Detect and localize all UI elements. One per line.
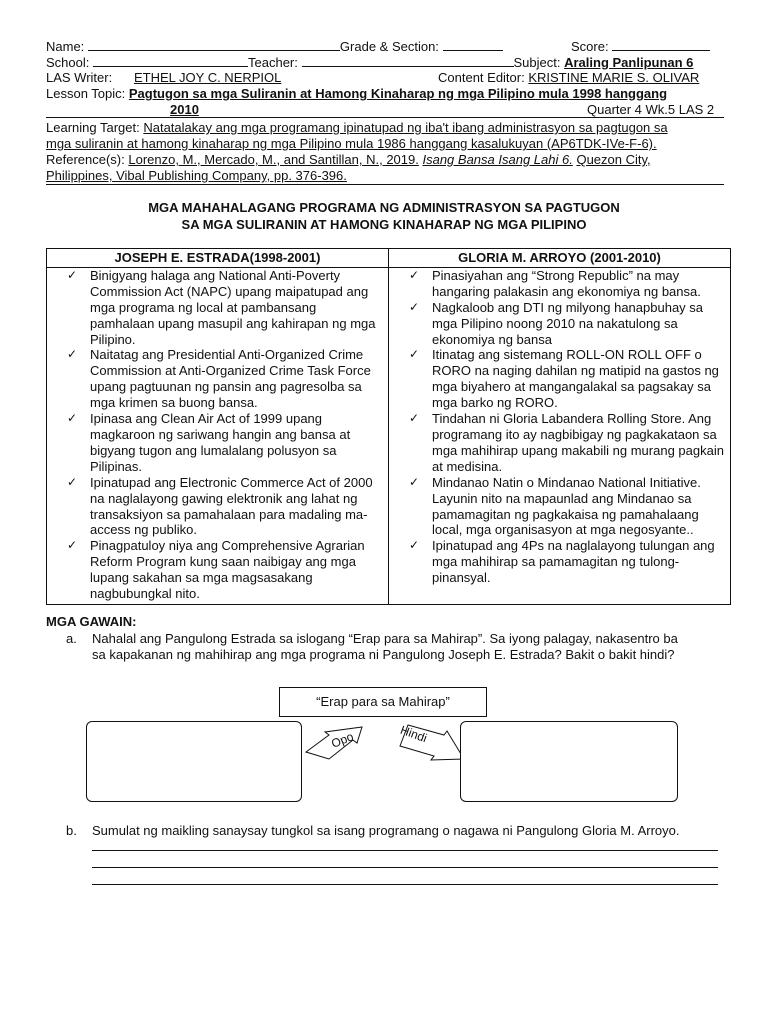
writer-row xyxy=(46,70,112,86)
topic-line2: 2010 xyxy=(170,102,199,117)
check-icon: ✓ xyxy=(67,538,78,553)
table-row xyxy=(47,267,731,604)
editor-row xyxy=(438,70,699,86)
answer-line-1[interactable] xyxy=(92,850,718,851)
quarter-label: Quarter 4 Wk.5 LAS 2 xyxy=(587,102,715,117)
topic-label: Lesson Topic: xyxy=(46,86,126,101)
divider-top xyxy=(46,117,724,118)
teacher-field[interactable] xyxy=(302,54,514,67)
check-icon: ✓ xyxy=(409,474,420,489)
divider-bottom xyxy=(46,184,724,185)
item-a-line1: Nahalal ang Pangulong Estrada sa islogang “Erap para sa Mahirap”. Sa iyong palagay, nakasentro ba xyxy=(92,631,678,646)
writer-value-wrap xyxy=(134,70,281,86)
opo-hindi-arrows xyxy=(296,715,472,775)
check-icon: ✓ xyxy=(67,267,78,282)
topic-row xyxy=(46,86,667,102)
reference-line2: Philippines, Vibal Publishing Company, pp. 376-396. xyxy=(46,168,347,183)
estrada-list xyxy=(51,268,384,602)
target-label: Learning Target: xyxy=(46,120,140,135)
list-item: ✓ Pinagpatuloy niya ang Comprehensive Agrarian Reform Program kung saan naibigay ang mga lupang sakahan sa mga magsasakang nagbubungkal nito. xyxy=(67,538,365,602)
arroyo-header: GLORIA M. ARROYO (2001-2010) xyxy=(389,249,731,268)
arroyo-column xyxy=(389,267,731,604)
score-label: Score: xyxy=(571,39,609,54)
hindi-label: Hindi xyxy=(398,722,429,746)
editor-value: KRISTINE MARIE S. OLIVAR xyxy=(528,70,700,85)
subject-value: Araling Panlipunan 6 xyxy=(564,55,694,70)
item-a-letter: a. xyxy=(66,631,77,646)
topic-line1: Pagtugon sa mga Suliranin at Hamong Kinaharap ng mga Pilipino mula 1998 hanggang xyxy=(128,86,668,101)
list-item: ✓ Naitatag ang Presidential Anti-Organized Crime Commission at Anti-Organized Crime Task Force upang pagtuunan ng pansin ang pagresolba sa mga krimen sa buong bansa. xyxy=(67,347,371,411)
topic-line2-wrap xyxy=(170,102,199,118)
table-header-row xyxy=(47,249,731,268)
subject-label: Subject: xyxy=(513,55,561,70)
name-label: Name: xyxy=(46,39,85,54)
list-item: ✓ Binigyang halaga ang National Anti-Poverty Commission Act (NAPC) upang maipatupad ang mga programa ng local at pambansang pamhalaan upang masupil ang kahirapan ng mga Pilipino. xyxy=(67,267,376,347)
grade-field[interactable] xyxy=(443,38,503,51)
target-row-2 xyxy=(46,136,657,152)
writer-value: ETHEL JOY C. NERPIOL xyxy=(134,70,282,85)
reference-authors: Lorenzo, M., Mercado, M., and Santillan, N., 2019. xyxy=(128,152,419,167)
target-line1: Natatalakay ang mga programang ipinatupad ng iba't ibang administrasyon sa pagtugon sa xyxy=(143,120,668,135)
target-line2: mga suliranin at hamong kinaharap ng mga Pilipino mula 1986 hanggang kasalukuyan (AP6TDK-IVe-F-6). xyxy=(46,136,657,151)
item-b-letter: b. xyxy=(66,823,77,838)
check-icon: ✓ xyxy=(409,267,420,282)
school-field[interactable] xyxy=(93,54,248,67)
answer-line-2[interactable] xyxy=(92,867,718,868)
list-item: ✓ Mindanao Natin o Mindanao National Initiative. Layunin nito na mapaunlad ang Mindanao sa pamamagitan ng pagkakaisa ng pamahalaang local, mga organisasyon at mga negosyante.. xyxy=(409,474,701,538)
school-row xyxy=(46,54,693,71)
list-item: ✓ Ipinatupad ang Electronic Commerce Act of 2000 na naglalayong gawing elektronik ang lahat ng transaksiyon sa pamahalaan para madaling ma-access ng publiko. xyxy=(67,474,373,538)
list-item: ✓ Ipinatupad ang 4Ps na naglalayong tulungan ang mga mahihirap sa pamamagitan ng tulong-pinansyal. xyxy=(409,538,715,586)
page-title-line1: MGA MAHAHALAGANG PROGRAMA NG ADMINISTRASYON SA PAGTUGON xyxy=(148,200,620,215)
item-a-line2: sa kapakanan ng mahihirap ang mga programa ni Pangulong Joseph E. Estrada? Bakit o bakit hindi? xyxy=(92,647,675,662)
reference-row-2 xyxy=(46,168,347,184)
target-row xyxy=(46,120,668,136)
reference-title: Isang Bansa Isang Lahi 6. xyxy=(422,152,573,167)
list-item: ✓ Ipinasa ang Clean Air Act of 1999 upang magkaroon ng sariwang hangin ang bansa at bigyang tugon ang lumalalang polusyon sa Pilipinas. xyxy=(67,411,351,474)
check-icon: ✓ xyxy=(67,474,78,489)
check-icon: ✓ xyxy=(67,347,78,362)
reference-row xyxy=(46,152,651,168)
school-label: School: xyxy=(46,55,90,70)
programs-table xyxy=(46,248,731,605)
check-icon: ✓ xyxy=(409,299,420,314)
list-item: ✓ Itinatag ang sistemang ROLL-ON ROLL OFF o RORO na naging dahilan ng matipid na gastos ng mga biyahero at mangangalakal sa pagsakay sa mga barko ng RORO. xyxy=(409,347,719,411)
list-item: ✓ Nagkaloob ang DTI ng milyong hanapbuhay sa mga Pilipino noong 2010 na nakatulong sa ekonomiya ng bansa xyxy=(409,299,704,347)
editor-label: Content Editor: xyxy=(438,70,525,85)
name-row xyxy=(46,38,503,55)
arroyo-list xyxy=(393,268,726,586)
quarter-wrap xyxy=(587,102,714,118)
item-b-text: Sumulat ng maikling sanaysay tungkol sa isang programang o nagawa ni Pangulong Gloria M. Arroyo. xyxy=(92,823,680,838)
activities-heading: MGA GAWAIN: xyxy=(46,614,137,629)
answer-line-3[interactable] xyxy=(92,884,718,885)
list-item: ✓ Pinasiyahan ang “Strong Republic” na may hangaring palakasin ang ekonomiya ng bansa. xyxy=(409,267,701,299)
check-icon: ✓ xyxy=(409,538,420,553)
check-icon: ✓ xyxy=(67,411,78,426)
list-item: ✓ Tindahan ni Gloria Labandera Rolling Store. Ang programang ito ay nagbibigay ng pagkakataon sa mga mahihirap upang makabili ng murang pagkain at medisina. xyxy=(409,411,724,474)
opo-label: Opo xyxy=(329,729,356,751)
teacher-label: Teacher: xyxy=(248,55,298,70)
slogan-box: “Erap para sa Mahirap” xyxy=(279,687,487,717)
opo-answer-box[interactable] xyxy=(86,721,302,802)
check-icon: ✓ xyxy=(409,347,420,362)
reference-place: Quezon City, xyxy=(576,152,651,167)
grade-label: Grade & Section: xyxy=(339,39,439,54)
estrada-header: JOSEPH E. ESTRADA(1998-2001) xyxy=(47,249,389,268)
name-field[interactable] xyxy=(88,38,340,51)
check-icon: ✓ xyxy=(409,411,420,426)
hindi-answer-box[interactable] xyxy=(460,721,678,802)
page-title-line2: SA MGA SULIRANIN AT HAMONG KINAHARAP NG MGA PILIPINO xyxy=(181,217,587,232)
estrada-column xyxy=(47,267,389,604)
score-row xyxy=(571,38,710,55)
reference-label: Reference(s): xyxy=(46,152,125,167)
score-field[interactable] xyxy=(612,38,710,51)
writer-label: LAS Writer: xyxy=(46,70,113,85)
